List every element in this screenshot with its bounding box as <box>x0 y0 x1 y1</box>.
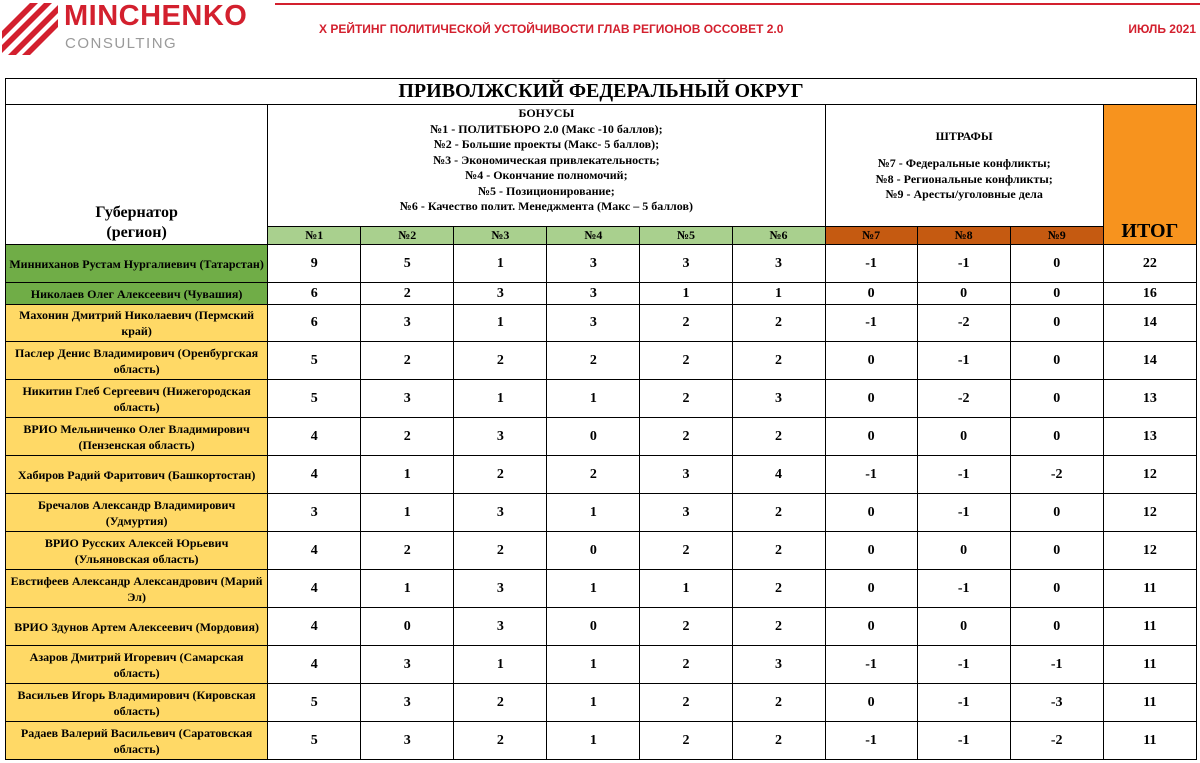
score-cell: -1 <box>825 245 917 283</box>
score-cell: 3 <box>640 245 732 283</box>
score-cell: 0 <box>1010 608 1103 646</box>
score-cell: 1 <box>640 570 732 608</box>
score-cell: 1 <box>732 283 825 305</box>
score-cell: 3 <box>547 283 640 305</box>
score-cell: 2 <box>732 570 825 608</box>
score-cell: 2 <box>640 342 732 380</box>
score-cell: 0 <box>825 532 917 570</box>
score-cell: 0 <box>917 608 1010 646</box>
score-cell: -1 <box>825 456 917 494</box>
score-cell: 1 <box>361 570 454 608</box>
score-cell: -1 <box>917 245 1010 283</box>
score-cell: -1 <box>825 305 917 342</box>
score-cell: 0 <box>825 342 917 380</box>
penalty-column-header: №9 <box>1010 227 1103 245</box>
total-cell: 12 <box>1103 532 1196 570</box>
header-rule <box>275 3 1200 5</box>
penalty-header <box>825 105 1103 227</box>
governor-name-cell: Евстифеев Александр Александрович (Марий Эл) <box>6 570 268 608</box>
governor-name-cell: Радаев Валерий Васильевич (Саратовская область) <box>6 722 268 760</box>
score-cell: 3 <box>454 494 547 532</box>
table-row <box>6 570 1197 608</box>
penalty-column-header: №7 <box>825 227 917 245</box>
score-cell: 4 <box>268 456 361 494</box>
score-cell: 2 <box>640 532 732 570</box>
score-cell: 3 <box>640 494 732 532</box>
score-cell: 1 <box>454 380 547 418</box>
penalty-header-line: ШТРАФЫ <box>935 128 993 143</box>
score-cell: 0 <box>917 283 1010 305</box>
score-cell: 2 <box>732 608 825 646</box>
bonus-header-line: №6 - Качество полит. Менеджмента (Макс – 5 баллов) <box>399 199 693 213</box>
penalty-header-line: №8 - Региональные конфликты; <box>875 171 1053 186</box>
table-row <box>6 684 1197 722</box>
score-cell: 1 <box>640 283 732 305</box>
score-cell: 2 <box>640 722 732 760</box>
score-cell: 2 <box>361 283 454 305</box>
bonus-header <box>268 105 825 227</box>
score-cell: 6 <box>268 283 361 305</box>
score-cell: 1 <box>361 456 454 494</box>
score-cell: 1 <box>454 646 547 684</box>
governor-name-cell: Васильев Игорь Владимирович (Кировская область) <box>6 684 268 722</box>
score-cell: 2 <box>454 456 547 494</box>
score-cell: 3 <box>361 722 454 760</box>
score-cell: 0 <box>547 608 640 646</box>
score-cell: -1 <box>917 684 1010 722</box>
penalty-header-line: №9 - Аресты/уголовные дела <box>885 187 1043 201</box>
bonus-header-line: №2 - Большие проекты (Макс- 5 баллов); <box>433 137 660 151</box>
score-cell: -1 <box>917 646 1010 684</box>
score-cell: 9 <box>268 245 361 283</box>
score-cell: 0 <box>825 608 917 646</box>
bonus-header-line: №5 - Позиционирование; <box>477 183 615 198</box>
score-cell: 0 <box>1010 245 1103 283</box>
table-row <box>6 380 1197 418</box>
score-cell: 5 <box>268 342 361 380</box>
score-cell: 0 <box>917 418 1010 456</box>
score-cell: 2 <box>732 684 825 722</box>
table-row <box>6 456 1197 494</box>
score-cell: 0 <box>825 283 917 305</box>
score-cell: 0 <box>825 684 917 722</box>
total-cell: 14 <box>1103 305 1196 342</box>
score-cell: -1 <box>825 646 917 684</box>
score-cell: 3 <box>361 684 454 722</box>
brand-stripes-icon <box>2 1 62 55</box>
score-cell: -2 <box>917 305 1010 342</box>
brand-name: MINCHENKO <box>64 0 248 32</box>
total-cell: 13 <box>1103 380 1196 418</box>
total-cell: 11 <box>1103 608 1196 646</box>
governor-name-cell: Никитин Глеб Сергеевич (Нижегородская область) <box>6 380 268 418</box>
governor-name-cell: Азаров Дмитрий Игоревич (Самарская область) <box>6 646 268 684</box>
score-cell: 0 <box>825 418 917 456</box>
bonus-header-line: №4 - Окончание полномочий; <box>465 168 628 182</box>
page-header <box>0 0 1200 60</box>
score-cell: 3 <box>732 380 825 418</box>
table-row <box>6 494 1197 532</box>
score-cell: -1 <box>917 342 1010 380</box>
score-cell: 0 <box>1010 418 1103 456</box>
score-cell: 4 <box>268 570 361 608</box>
score-cell: 3 <box>732 245 825 283</box>
table-row <box>6 342 1197 380</box>
score-cell: 2 <box>640 380 732 418</box>
score-cell: 2 <box>640 608 732 646</box>
table-row <box>6 245 1197 283</box>
score-cell: 2 <box>547 456 640 494</box>
score-cell: 5 <box>268 722 361 760</box>
bonus-column-header: №2 <box>361 227 454 245</box>
total-cell: 12 <box>1103 456 1196 494</box>
score-cell: 6 <box>268 305 361 342</box>
total-cell: 13 <box>1103 418 1196 456</box>
score-cell: 0 <box>1010 305 1103 342</box>
governor-header-line: Губернатор <box>95 204 178 221</box>
governor-header <box>6 105 268 245</box>
score-cell: -2 <box>1010 722 1103 760</box>
governor-name-cell: Николаев Олег Алексеевич (Чувашия) <box>6 283 268 305</box>
score-cell: 2 <box>732 722 825 760</box>
score-cell: 2 <box>732 418 825 456</box>
score-cell: 3 <box>454 283 547 305</box>
score-cell: 2 <box>640 305 732 342</box>
score-cell: 2 <box>454 684 547 722</box>
score-cell: 4 <box>268 646 361 684</box>
bonus-column-header: №1 <box>268 227 361 245</box>
penalty-header-line: №7 - Федеральные конфликты; <box>877 156 1051 170</box>
score-cell: 0 <box>825 570 917 608</box>
score-cell: 2 <box>640 418 732 456</box>
score-cell: 0 <box>1010 494 1103 532</box>
bonus-column-header: №6 <box>732 227 825 245</box>
bonus-header-line: №1 - ПОЛИТБЮРО 2.0 (Макс -10 баллов); <box>430 121 663 136</box>
score-cell: 0 <box>547 418 640 456</box>
governor-header-line: (регион) <box>106 224 167 241</box>
score-cell: 0 <box>361 608 454 646</box>
governor-name-cell: Хабиров Радий Фаритович (Башкортостан) <box>6 456 268 494</box>
score-cell: 3 <box>640 456 732 494</box>
total-cell: 11 <box>1103 722 1196 760</box>
score-cell: 2 <box>454 342 547 380</box>
score-cell: -2 <box>1010 456 1103 494</box>
bonus-column-header: №5 <box>640 227 732 245</box>
table-row <box>6 646 1197 684</box>
penalty-column-header: №8 <box>917 227 1010 245</box>
score-cell: 1 <box>547 380 640 418</box>
score-cell: 2 <box>640 646 732 684</box>
table-row <box>6 722 1197 760</box>
district-title: ПРИВОЛЖСКИЙ ФЕДЕРАЛЬНЫЙ ОКРУГ <box>6 79 1197 105</box>
score-cell: 3 <box>454 608 547 646</box>
score-cell: 4 <box>268 608 361 646</box>
score-cell: 3 <box>454 418 547 456</box>
rating-table <box>5 78 1197 760</box>
score-cell: 1 <box>361 494 454 532</box>
table-row <box>6 532 1197 570</box>
governor-name-cell: ВРИО Здунов Артем Алексеевич (Мордовия) <box>6 608 268 646</box>
score-cell: 2 <box>454 722 547 760</box>
governor-name-cell: Паслер Денис Владимирович (Оренбургская область) <box>6 342 268 380</box>
score-cell: 3 <box>361 380 454 418</box>
score-cell: 0 <box>825 494 917 532</box>
score-cell: 2 <box>361 532 454 570</box>
total-header: ИТОГ <box>1103 105 1196 245</box>
score-cell: 3 <box>361 646 454 684</box>
score-cell: 2 <box>361 418 454 456</box>
table-row <box>6 283 1197 305</box>
score-cell: 5 <box>268 684 361 722</box>
governor-name-cell: ВРИО Мельниченко Олег Владимирович (Пензенская область) <box>6 418 268 456</box>
score-cell: 0 <box>1010 380 1103 418</box>
score-cell: 2 <box>732 532 825 570</box>
governor-name-cell: Махонин Дмитрий Николаевич (Пермский край) <box>6 305 268 342</box>
bonus-header-line: №3 - Экономическая привлекательность; <box>433 152 660 167</box>
score-cell: 3 <box>454 570 547 608</box>
score-cell: 2 <box>454 532 547 570</box>
total-cell: 11 <box>1103 570 1196 608</box>
score-cell: 5 <box>268 380 361 418</box>
brand-logo <box>2 1 252 57</box>
score-cell: -1 <box>917 722 1010 760</box>
brand-subtitle: CONSULTING <box>65 35 178 52</box>
score-cell: 1 <box>547 646 640 684</box>
governor-name-cell: ВРИО Русских Алексей Юрьевич (Ульяновская область) <box>6 532 268 570</box>
total-cell: 22 <box>1103 245 1196 283</box>
score-cell: 3 <box>547 245 640 283</box>
bonus-header-line: БОНУСЫ <box>518 106 575 120</box>
score-cell: 0 <box>1010 283 1103 305</box>
score-cell: -2 <box>917 380 1010 418</box>
total-cell: 14 <box>1103 342 1196 380</box>
table-row <box>6 608 1197 646</box>
score-cell: 5 <box>361 245 454 283</box>
score-cell: 1 <box>454 245 547 283</box>
score-cell: 1 <box>547 494 640 532</box>
score-cell: 3 <box>732 646 825 684</box>
total-cell: 12 <box>1103 494 1196 532</box>
score-cell: 1 <box>547 722 640 760</box>
score-cell: -1 <box>825 722 917 760</box>
table-row <box>6 305 1197 342</box>
score-cell: 4 <box>732 456 825 494</box>
bonus-column-header: №4 <box>547 227 640 245</box>
score-cell: 0 <box>917 532 1010 570</box>
total-cell: 11 <box>1103 684 1196 722</box>
score-cell: 4 <box>268 418 361 456</box>
score-cell: 0 <box>1010 570 1103 608</box>
score-cell: 2 <box>547 342 640 380</box>
score-cell: -1 <box>917 570 1010 608</box>
score-cell: 0 <box>547 532 640 570</box>
total-cell: 16 <box>1103 283 1196 305</box>
score-cell: 0 <box>1010 342 1103 380</box>
score-cell: 1 <box>454 305 547 342</box>
score-cell: 0 <box>825 380 917 418</box>
table-row <box>6 418 1197 456</box>
score-cell: 2 <box>732 494 825 532</box>
score-cell: -3 <box>1010 684 1103 722</box>
score-cell: 4 <box>268 532 361 570</box>
score-cell: 2 <box>732 305 825 342</box>
score-cell: -1 <box>1010 646 1103 684</box>
score-cell: 1 <box>547 570 640 608</box>
score-cell: 3 <box>268 494 361 532</box>
bonus-column-header: №3 <box>454 227 547 245</box>
report-title: X РЕЙТИНГ ПОЛИТИЧЕСКОЙ УСТОЙЧИВОСТИ ГЛАВ РЕГИОНОВ ОССОВЕТ 2.0 <box>319 22 784 36</box>
score-cell: 1 <box>547 684 640 722</box>
governor-name-cell: Бречалов Александр Владимирович (Удмуртия) <box>6 494 268 532</box>
score-cell: 0 <box>1010 532 1103 570</box>
score-cell: -1 <box>917 494 1010 532</box>
total-cell: 11 <box>1103 646 1196 684</box>
score-cell: -1 <box>917 456 1010 494</box>
score-cell: 2 <box>732 342 825 380</box>
score-cell: 3 <box>361 305 454 342</box>
governor-name-cell: Минниханов Рустам Нургалиевич (Татарстан) <box>6 245 268 283</box>
score-cell: 2 <box>640 684 732 722</box>
report-date: ИЮЛЬ 2021 <box>1128 22 1196 36</box>
score-cell: 3 <box>547 305 640 342</box>
score-cell: 2 <box>361 342 454 380</box>
